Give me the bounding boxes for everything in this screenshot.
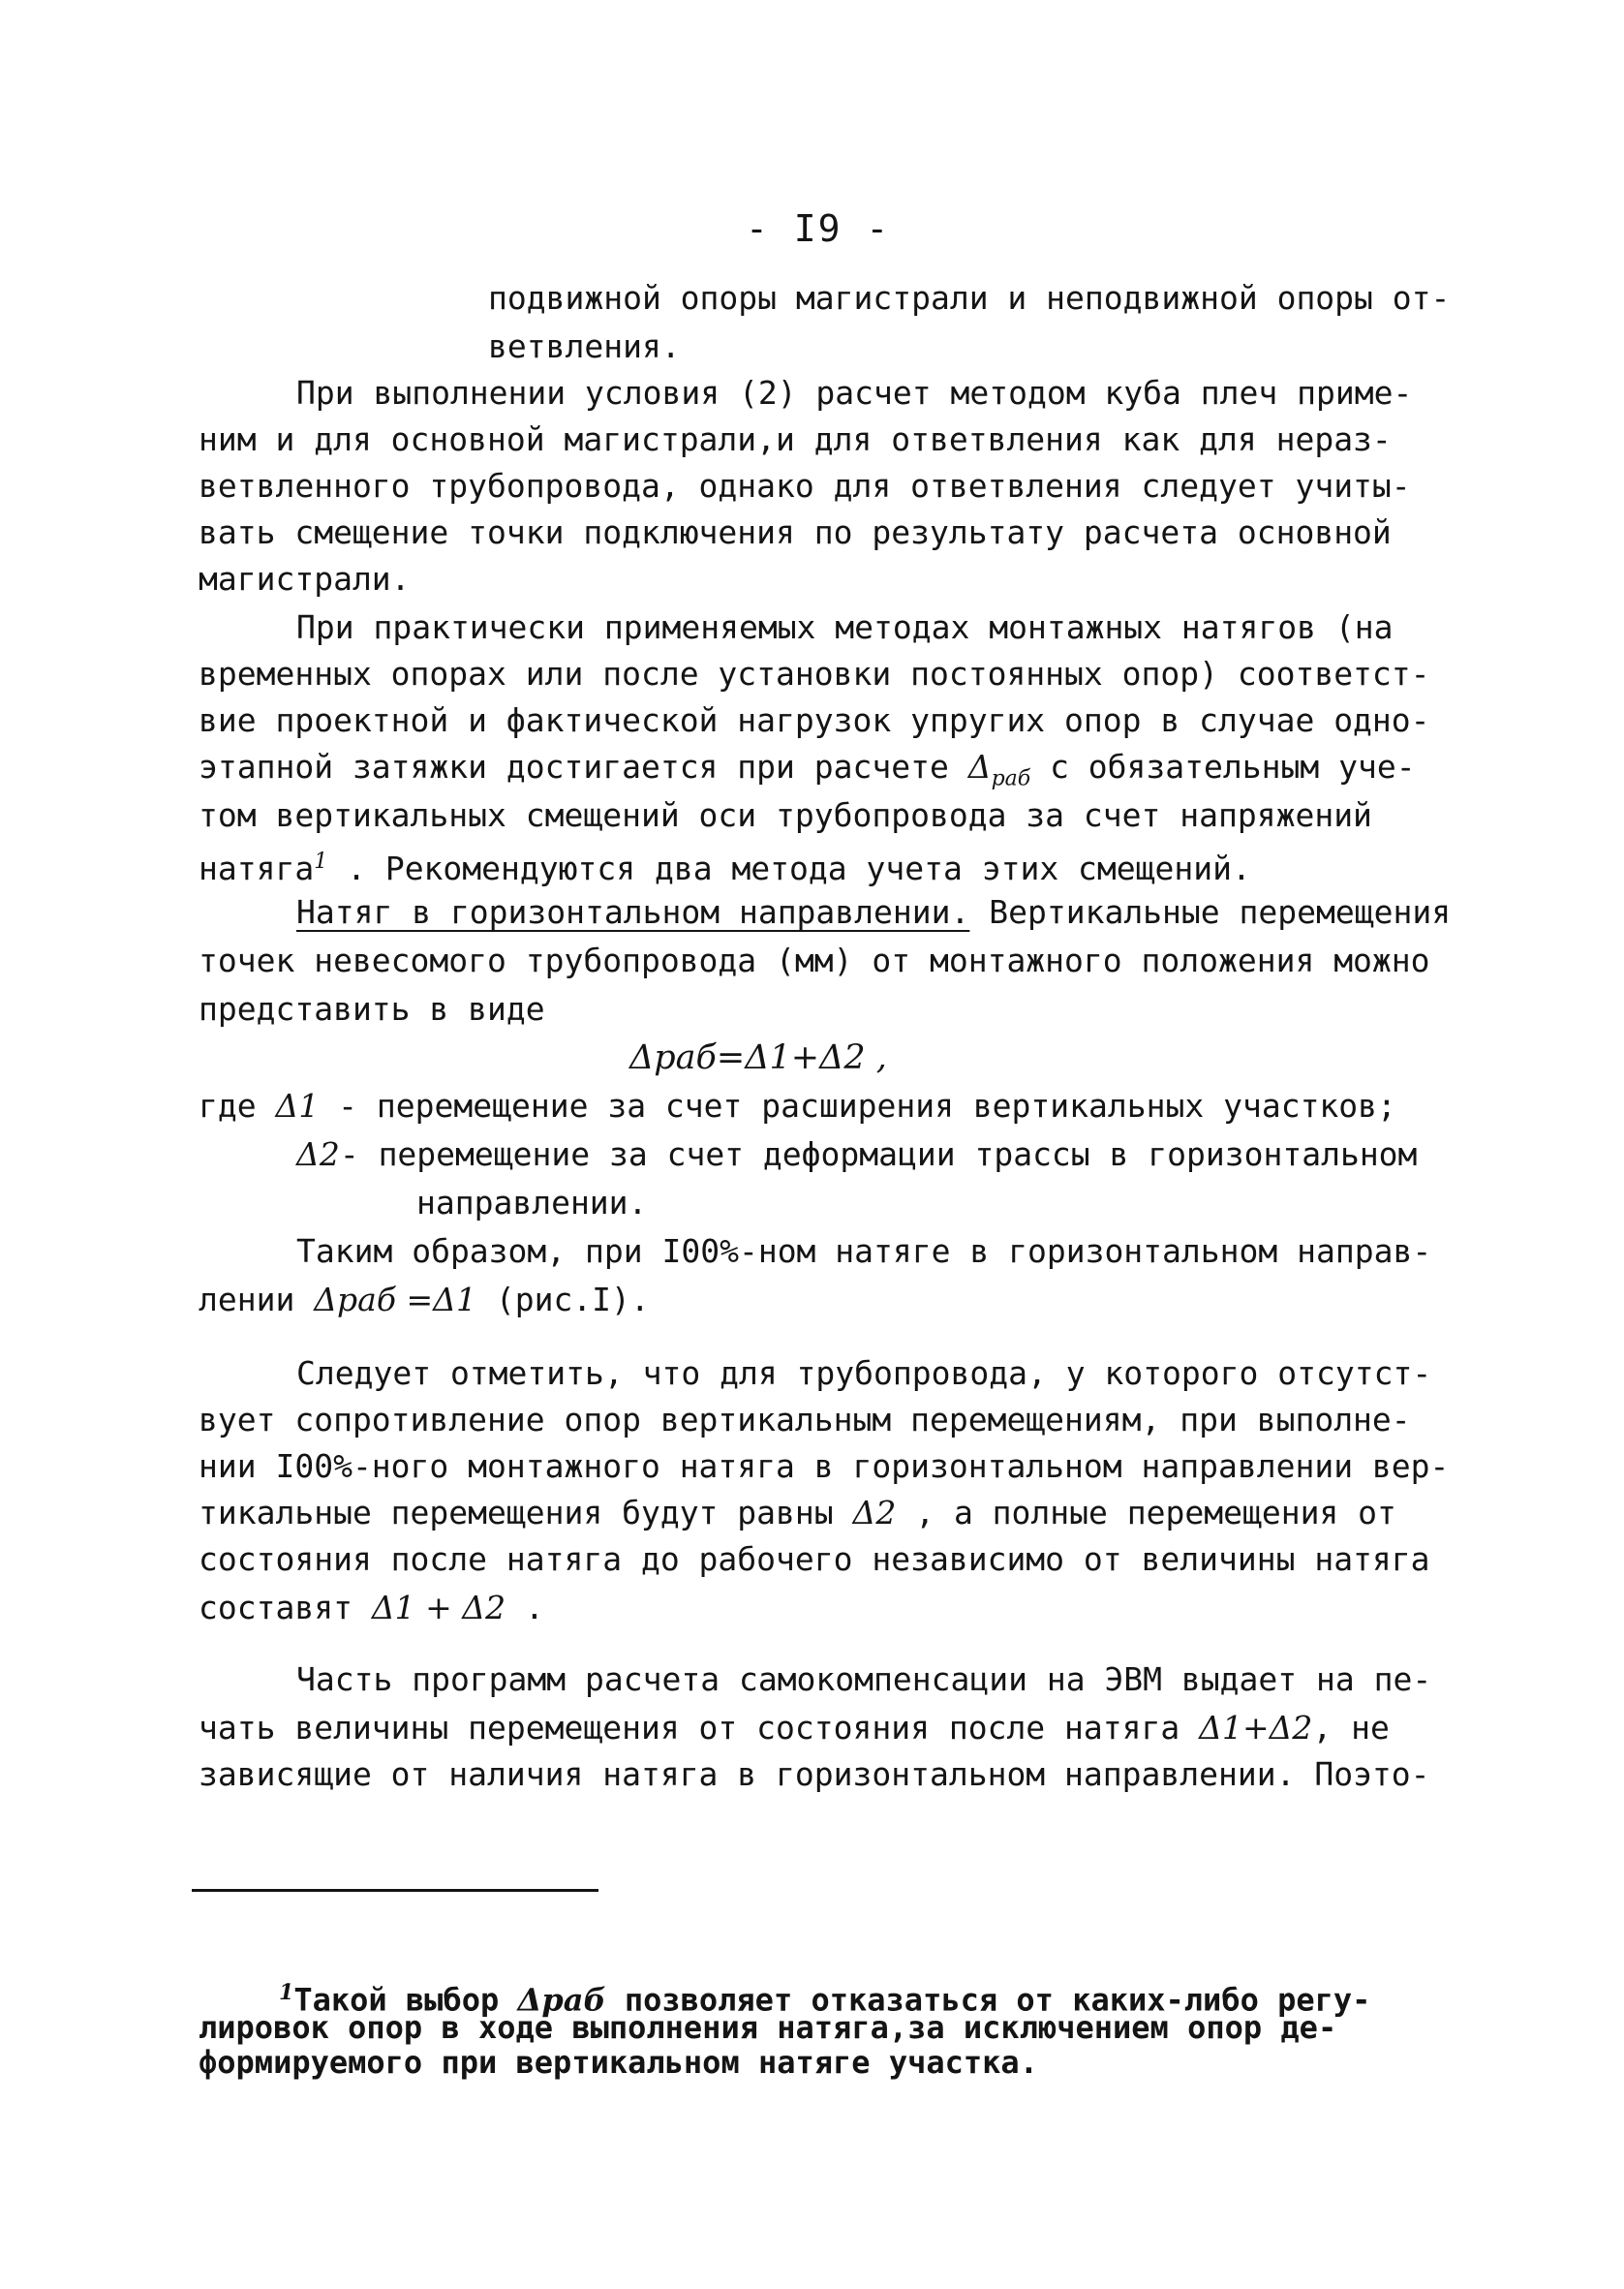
text-line-14 — [296, 893, 1451, 932]
delta-2-inline: Δ2 — [852, 1494, 897, 1531]
text-line-8: При практически применяемых методах монтажных натягов (на — [296, 608, 1394, 646]
text-line-20: направлении. — [416, 1184, 648, 1222]
text-line-18 — [199, 1087, 1396, 1126]
delta-1-symbol: Δ1 — [275, 1087, 320, 1125]
text-line-9: временных опорах или после установки постоянных опор) соответст- — [199, 655, 1430, 693]
delta-subscript: раб — [991, 766, 1031, 791]
page-number: - I9 - — [746, 207, 891, 250]
text-line-11-a: этапной затяжки достигается при расчете — [199, 748, 949, 786]
footnote-line-1-a: Такой выбор — [293, 1981, 518, 2019]
text-line-22 — [199, 1281, 650, 1319]
text-line-22-a: лении — [199, 1281, 315, 1318]
text-line-13 — [199, 843, 1251, 888]
text-line-28-b: . — [506, 1589, 544, 1626]
text-line-11-b: с обязательным уче- — [1030, 748, 1416, 786]
text-line-27: состояния после натяга до рабочего независимо от величины натяга — [199, 1540, 1430, 1578]
footnote-delta: Δраб — [517, 1981, 606, 2019]
delta-sum: Δ1 + Δ2 — [371, 1589, 506, 1626]
text-line-28 — [199, 1589, 544, 1627]
text-line-24: вует сопротивление опор вертикальным перемещениям, при выполне- — [199, 1401, 1411, 1438]
text-line-25: нии I00%-ного монтажного натяга в горизонтальном направлении вер- — [199, 1447, 1450, 1485]
footnote-marker: 1 — [279, 1980, 294, 2005]
text-line-30-a: чать величины перемещения от состояния после натяга — [199, 1709, 1200, 1747]
text-line-16: представить в виде — [199, 990, 545, 1028]
delta-expression: Δраб =Δ1 — [314, 1281, 476, 1318]
text-line-29: Часть программ расчета самокомпенсации на ЭВМ выдает на пе- — [296, 1660, 1432, 1698]
text-line-21: Таким образом, при I00%-ном натяге в горизонтальном направ- — [296, 1232, 1432, 1270]
text-line-28-a: составят — [199, 1589, 372, 1626]
formula: Δраб=Δ1+Δ2 , — [629, 1038, 887, 1077]
text-line-1: подвижной опоры магистрали и неподвижной опоры от- — [488, 279, 1451, 317]
delta-symbol: Δ — [967, 748, 992, 786]
delta-sum-inline: Δ1+Δ2 — [1199, 1709, 1313, 1747]
delta-2-symbol: Δ2 — [296, 1135, 340, 1173]
text-line-10: вие проектной и фактической нагрузок упругих опор в случае одно- — [199, 701, 1430, 739]
text-line-26-a: тикальные перемещения будут равны — [199, 1494, 853, 1531]
text-line-6: вать смещение точки подключения по результату расчета основной — [199, 513, 1392, 551]
text-line-2: ветвления. — [488, 327, 681, 365]
text-line-30-b: , не — [1312, 1709, 1390, 1747]
text-line-4: ним и для основной магистрали,и для ответвления как для нераз- — [199, 420, 1392, 458]
footnote-ref: 1 — [314, 850, 328, 874]
text-line-18-a: где — [199, 1087, 276, 1125]
text-line-30 — [199, 1709, 1390, 1748]
text-line-13-a: натяга — [199, 850, 315, 887]
text-line-15: точек невесомого трубопровода (мм) от монтажного положения можно — [199, 942, 1430, 979]
text-line-11 — [199, 748, 1416, 799]
text-line-19 — [296, 1135, 1417, 1174]
text-line-5: ветвленного трубопровода, однако для ответвления следует учиты- — [199, 467, 1411, 505]
text-line-7: магистрали. — [199, 560, 411, 598]
section-heading-underlined: Натяг в горизонтальном направлении. — [296, 893, 970, 931]
text-line-12: том вертикальных смещений оси трубопровода за счет напряжений — [199, 796, 1372, 834]
footnote-line-1-b: позволяет отказаться от каких-либо регу- — [605, 1981, 1371, 2019]
text-line-23: Следует отметить, что для трубопровода, у которого отсутст- — [296, 1354, 1432, 1392]
text-line-26 — [199, 1494, 1396, 1532]
footnote-divider — [192, 1889, 598, 1892]
text-line-22-b: (рис.I). — [475, 1281, 650, 1318]
text-line-26-b: , а полные перемещения от — [896, 1494, 1396, 1531]
text-line-31: зависящие от наличия натяга в горизонтальном направлении. Поэто- — [199, 1755, 1430, 1793]
text-line-19-b: - перемещение за счет деформации трассы в горизонтальном — [339, 1135, 1418, 1173]
footnote-line-3: формируемого при вертикальном натяге участка. — [199, 2044, 1038, 2081]
text-line-3: При выполнении условия (2) расчет методом куба плеч приме- — [296, 374, 1413, 412]
text-line-18-b: - перемещение за счет расширения вертикальных участков; — [319, 1087, 1396, 1125]
text-line-13-b: . Рекомендуются два метода учета этих смещений. — [327, 850, 1251, 887]
footnote-line-2: лировок опор в ходе выполнения натяга,за исключением опор де- — [199, 2009, 1337, 2046]
text-line-14-b: Вертикальные перемещения — [969, 893, 1452, 931]
